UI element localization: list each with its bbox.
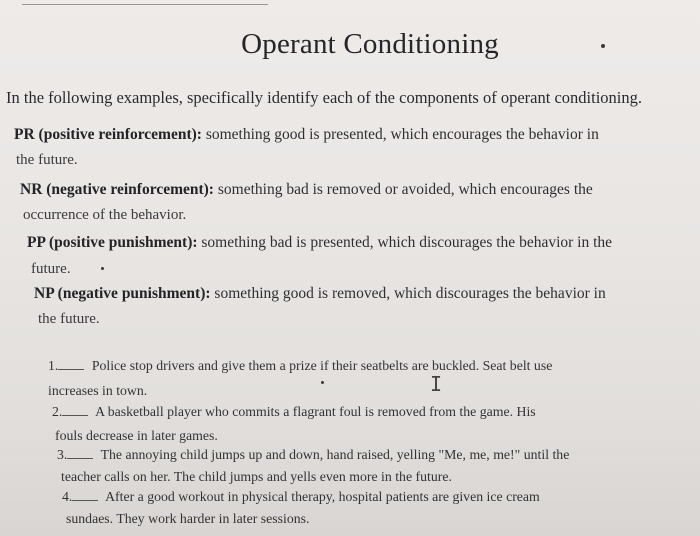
question-item-3 (57, 447, 569, 463)
definition-term: PR (positive reinforcement): (14, 126, 202, 143)
question-text: A basketball player who commits a flagrant foul is removed from the game. His (95, 404, 536, 419)
definition-cont: future. (31, 261, 71, 277)
question-text: Police stop drivers and give them a prize if their seatbelts are buckled. Seat belt use (91, 358, 553, 373)
definition-desc: something bad is removed or avoided, which encourages the (217, 181, 593, 198)
text-cursor-icon: I (430, 372, 443, 396)
question-text: After a good workout in physical therapy, hospital patients are given ice cream (105, 489, 540, 504)
question-item-1 (48, 358, 552, 374)
page-title: Operant Conditioning (241, 28, 499, 60)
definition-desc: something good is removed, which discourages the behavior in (214, 285, 606, 302)
question-number: 1. (48, 358, 59, 373)
definition-np (34, 285, 606, 303)
question-number: 4. (62, 489, 73, 504)
definition-pr (14, 126, 599, 144)
definition-term: NR (negative reinforcement): (20, 181, 214, 198)
question-number: 3. (57, 447, 68, 462)
answer-blank[interactable] (72, 499, 98, 501)
question-item-4 (62, 489, 540, 505)
answer-blank[interactable] (67, 457, 93, 459)
answer-blank[interactable] (58, 368, 84, 370)
top-rule (22, 4, 268, 5)
definition-cont: occurrence of the behavior. (23, 207, 187, 223)
question-text-cont: fouls decrease in later games. (55, 428, 218, 443)
question-text-cont: teacher calls on her. The child jumps and yells even more in the future. (61, 469, 452, 484)
question-number: 2. (52, 404, 63, 419)
definition-pp (27, 234, 612, 252)
definition-cont: the future. (16, 152, 78, 168)
question-text-cont: sundaes. They work harder in later sessions. (66, 511, 310, 526)
definition-nr (20, 181, 593, 199)
instructions-text: In the following examples, specifically identify each of the components of operant conditioning. (6, 88, 642, 107)
definition-desc: something bad is presented, which discourages the behavior in the (201, 234, 613, 251)
speck-dot (601, 44, 605, 48)
definition-cont: the future. (38, 311, 100, 327)
definition-term: PP (positive punishment): (27, 234, 198, 251)
definition-term: NP (negative punishment): (34, 285, 211, 302)
question-item-2 (52, 404, 536, 420)
speck-dot (321, 381, 324, 384)
speck-dot (101, 267, 104, 270)
question-text-cont: increases in town. (48, 383, 148, 398)
answer-blank[interactable] (62, 414, 88, 416)
question-text: The annoying child jumps up and down, hand raised, yelling "Me, me, me!" until the (100, 447, 570, 462)
definition-desc: something good is presented, which encourages the behavior in (205, 126, 599, 143)
